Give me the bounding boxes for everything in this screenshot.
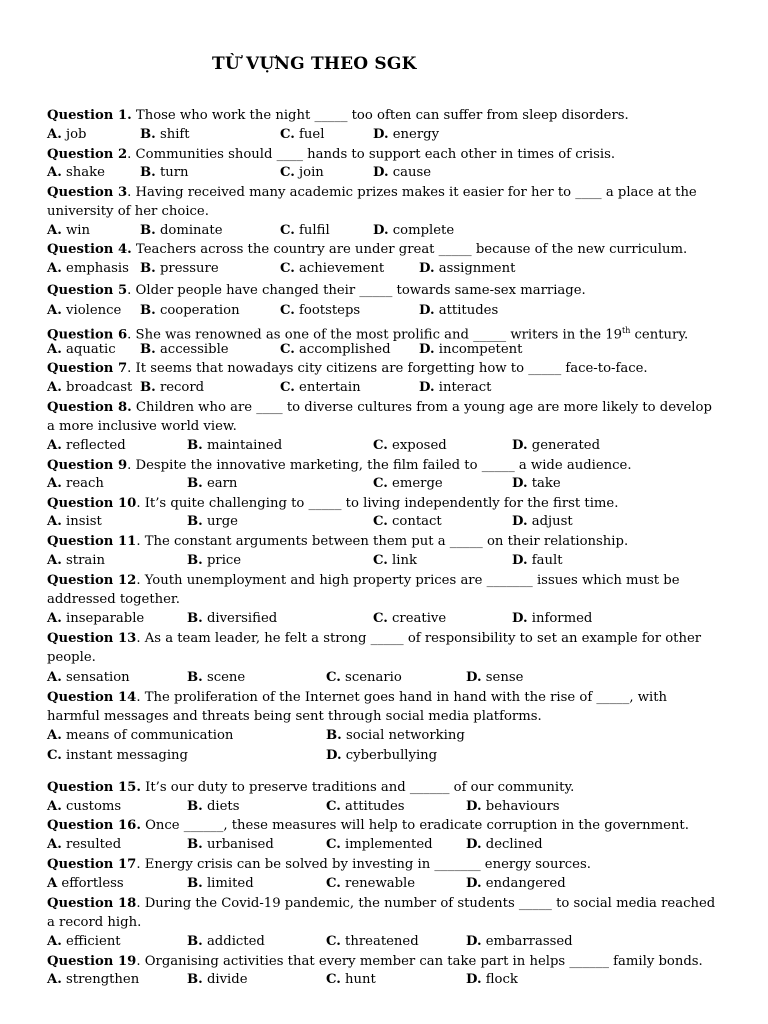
option-c: C. accomplished xyxy=(280,342,391,357)
option-a: A. customs xyxy=(47,799,122,814)
question-16 xyxy=(47,816,717,835)
option-b: B. diets xyxy=(187,799,240,814)
question-label: Question 10 xyxy=(47,496,137,511)
question-label: Question 17 xyxy=(47,857,137,872)
option-d: D. informed xyxy=(512,611,593,626)
option-a: A. job xyxy=(47,127,87,142)
question-text: . Youth unemployment and high property prices are _______ issues which must be addressed together. xyxy=(47,573,680,607)
option-c: C. renewable xyxy=(326,876,416,891)
question-19 xyxy=(47,952,717,971)
option-a: A. shake xyxy=(47,165,105,180)
option-b: B. diversified xyxy=(187,611,278,626)
option-d: D. assignment xyxy=(419,261,516,276)
option-a: A effortless xyxy=(47,876,124,891)
question-3 xyxy=(47,183,717,221)
option-b: B. accessible xyxy=(140,342,229,357)
option-d: D. sense xyxy=(466,670,524,685)
question-text: . Despite the innovative marketing, the film failed to _____ a wide audience. xyxy=(127,458,632,473)
question-text: . During the Covid-19 pandemic, the number of students _____ to social media reached a record high. xyxy=(47,896,716,930)
option-d: D. take xyxy=(512,476,561,491)
question-text: . As a team leader, he felt a strong _____ of responsibility to set an example for other people. xyxy=(47,631,702,665)
option-c: C. attitudes xyxy=(326,799,405,814)
page-title: TỪ VỰNG THEO SGK xyxy=(212,54,417,74)
question-text: . Having received many academic prizes makes it easier for her to ____ a place at the university of her choice. xyxy=(47,185,697,219)
option-a: A. aquatic xyxy=(47,342,116,357)
question-label: Question 3 xyxy=(47,185,128,200)
question-text: Those who work the night _____ too often can suffer from sleep disorders. xyxy=(131,108,629,123)
question-2 xyxy=(47,145,717,164)
option-d: D. embarrassed xyxy=(466,934,573,949)
option-d: D. endangered xyxy=(466,876,566,891)
question-10 xyxy=(47,494,717,513)
option-a: A. reach xyxy=(47,476,104,491)
option-b: B. urbanised xyxy=(187,837,274,852)
question-13 xyxy=(47,629,717,667)
option-c: C. entertain xyxy=(280,380,361,395)
question-text: It’s our duty to preserve traditions and ______ of our community. xyxy=(140,780,575,795)
option-c: C. achievement xyxy=(280,261,385,276)
option-a: A. efficient xyxy=(47,934,121,949)
option-b: B. record xyxy=(140,380,205,395)
option-b: B. social networking xyxy=(326,728,465,743)
option-a: A. inseparable xyxy=(47,611,145,626)
option-d: D. cyberbullying xyxy=(326,748,438,763)
option-d: D. flock xyxy=(466,972,518,987)
question-label: Question 11 xyxy=(47,534,137,549)
option-d: D. incompetent xyxy=(419,342,523,357)
option-a: A. means of communication xyxy=(47,728,234,743)
option-b: B. maintained xyxy=(187,438,283,453)
question-text: . Older people have changed their _____ towards same-sex marriage. xyxy=(127,283,586,298)
question-12 xyxy=(47,571,717,609)
option-d: D. energy xyxy=(373,127,440,142)
option-d: D. cause xyxy=(373,165,432,180)
question-label: Question 5 xyxy=(47,283,128,298)
option-d: D. complete xyxy=(373,223,455,238)
option-c: C. threatened xyxy=(326,934,419,949)
option-b: B. cooperation xyxy=(140,303,240,318)
question-7 xyxy=(47,359,717,378)
option-c: C. hunt xyxy=(326,972,376,987)
option-b: B. limited xyxy=(187,876,254,891)
question-text: . Organising activities that every member can take part in helps ______ family bonds. xyxy=(136,954,703,969)
question-text: Children who are ____ to diverse cultures from a young age are more likely to develop a more inclusive world view. xyxy=(47,400,712,434)
option-b: B. scene xyxy=(187,670,246,685)
question-4 xyxy=(47,240,717,259)
option-d: D. generated xyxy=(512,438,601,453)
option-c: C. instant messaging xyxy=(47,748,188,763)
option-d: D. adjust xyxy=(512,514,573,529)
option-d: D. behaviours xyxy=(466,799,560,814)
option-d: D. interact xyxy=(419,380,492,395)
question-1 xyxy=(47,106,717,125)
option-b: B. earn xyxy=(187,476,238,491)
question-8 xyxy=(47,398,717,436)
option-a: A. sensation xyxy=(47,670,130,685)
question-label: Question 9 xyxy=(47,458,128,473)
question-text: . It’s quite challenging to _____ to living independently for the first time. xyxy=(136,496,619,511)
option-a: A. insist xyxy=(47,514,102,529)
question-label: Question 15. xyxy=(47,780,141,795)
option-c: C. creative xyxy=(373,611,447,626)
option-b: B. pressure xyxy=(140,261,219,276)
question-18 xyxy=(47,894,717,932)
question-label: Question 14 xyxy=(47,690,137,705)
question-text: . The proliferation of the Internet goes hand in hand with the rise of _____, with harmful messages and threats being sent through social media platforms. xyxy=(47,690,668,724)
question-17 xyxy=(47,855,717,874)
option-a: A. violence xyxy=(47,303,122,318)
superscript: th xyxy=(621,326,631,335)
option-c: C. join xyxy=(280,165,324,180)
question-14 xyxy=(47,688,717,726)
option-d: D. declined xyxy=(466,837,543,852)
option-c: C. fulfil xyxy=(280,223,330,238)
option-a: A. strengthen xyxy=(47,972,140,987)
question-text: Once ______, these measures will help to eradicate corruption in the government. xyxy=(140,818,689,833)
option-c: C. contact xyxy=(373,514,442,529)
option-a: A. reflected xyxy=(47,438,126,453)
question-label: Question 1. xyxy=(47,108,132,123)
question-label: Question 4. xyxy=(47,242,132,257)
question-label: Question 13 xyxy=(47,631,137,646)
option-a: A. strain xyxy=(47,553,105,568)
question-label: Question 8. xyxy=(47,400,132,415)
option-b: B. divide xyxy=(187,972,248,987)
option-b: B. urge xyxy=(187,514,238,529)
question-label: Question 6 xyxy=(47,327,128,343)
option-b: B. addicted xyxy=(187,934,265,949)
question-label: Question 12 xyxy=(47,573,137,588)
question-9 xyxy=(47,456,717,475)
question-label: Question 18 xyxy=(47,896,137,911)
question-label: Question 19 xyxy=(47,954,137,969)
option-a: A. win xyxy=(47,223,91,238)
option-c: C. implemented xyxy=(326,837,433,852)
option-c: C. fuel xyxy=(280,127,325,142)
option-c: C. exposed xyxy=(373,438,447,453)
option-d: D. attitudes xyxy=(419,303,499,318)
option-c: C. link xyxy=(373,553,417,568)
question-text: . It seems that nowadays city citizens are forgetting how to _____ face-to-face. xyxy=(127,361,648,376)
question-11 xyxy=(47,532,717,551)
option-b: B. shift xyxy=(140,127,190,142)
question-label: Question 7 xyxy=(47,361,128,376)
question-text: . She was renowned as one of the most prolific and _____ writers in the 19 xyxy=(127,327,622,343)
option-a: A. broadcast xyxy=(47,380,133,395)
option-a: A. resulted xyxy=(47,837,122,852)
option-c: C. footsteps xyxy=(280,303,361,318)
question-text-end: century. xyxy=(630,327,689,343)
question-15 xyxy=(47,778,717,797)
question-text: Teachers across the country are under great _____ because of the new curriculum. xyxy=(131,242,688,257)
question-label: Question 16. xyxy=(47,818,141,833)
option-c: C. scenario xyxy=(326,670,402,685)
question-text: . Energy crisis can be solved by investing in _______ energy sources. xyxy=(136,857,591,872)
question-text: . The constant arguments between them put a _____ on their relationship. xyxy=(136,534,629,549)
question-5 xyxy=(47,281,717,300)
option-c: C. emerge xyxy=(373,476,443,491)
option-a: A. emphasis xyxy=(47,261,129,276)
option-b: B. turn xyxy=(140,165,189,180)
option-d: D. fault xyxy=(512,553,563,568)
question-text: . Communities should ____ hands to support each other in times of crisis. xyxy=(127,147,616,162)
option-b: B. dominate xyxy=(140,223,223,238)
question-label: Question 2 xyxy=(47,147,128,162)
option-b: B. price xyxy=(187,553,242,568)
